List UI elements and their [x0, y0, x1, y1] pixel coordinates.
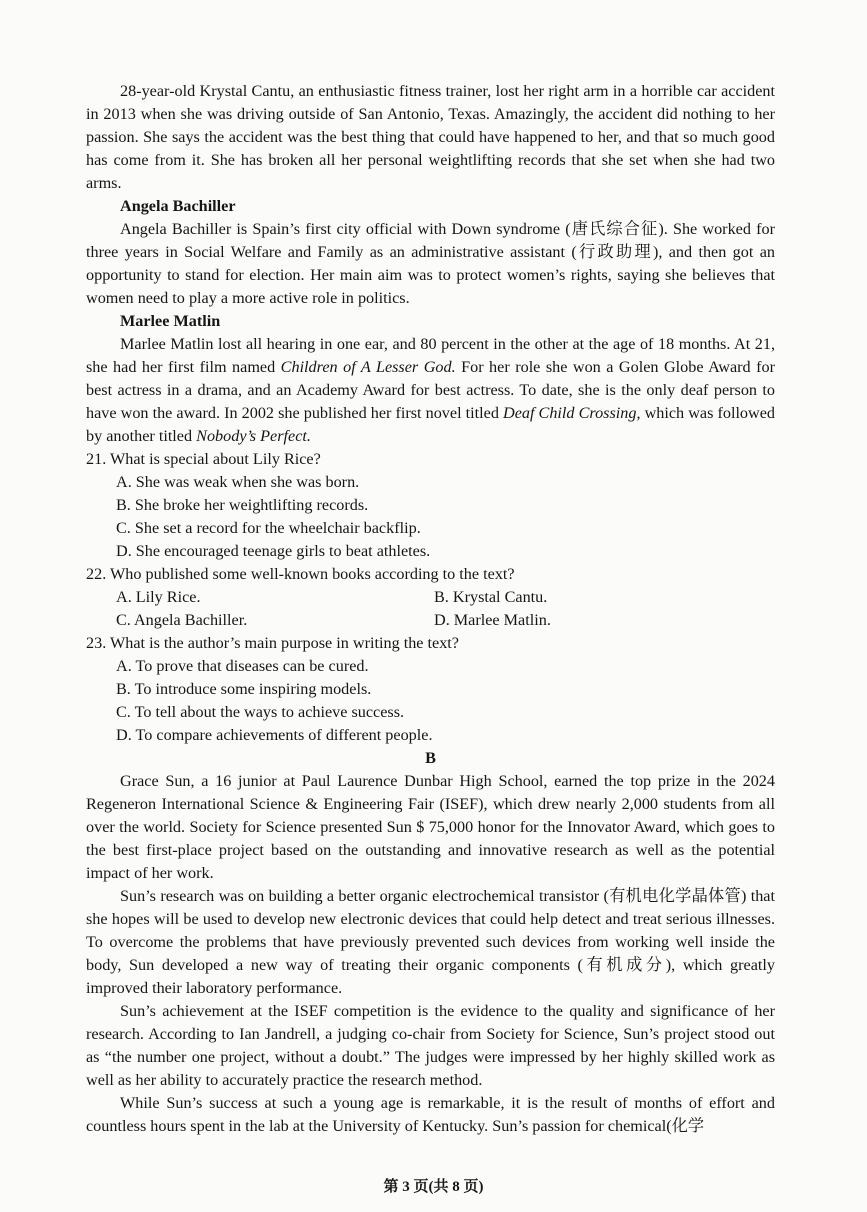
question-stem: 23. What is the author’s main purpose in writing the text? [86, 634, 459, 652]
novel-title-1: Deaf Child Crossing [503, 404, 637, 422]
option-a: A. She was weak when she was born. [116, 473, 360, 491]
paragraph-b4: While Sun’s success at such a young age is remarkable, it is the result of months of effort and countless hours spent in the lab at the University of Kentucky. Sun’s passion for chemical(化学 [86, 1094, 775, 1135]
heading-marlee: Marlee Matlin [120, 312, 221, 330]
option-b: B. Krystal Cantu. [434, 588, 548, 606]
marlee-text-2: For her role she won a Golen Globe Award for best actress in a drama, and an Academy Award for best actress. To date, she is the only deaf person to have won the award. In 2002 she published her first novel titled [86, 358, 775, 422]
paragraph-krystal: 28-year-old Krystal Cantu, an enthusiastic fitness trainer, lost her right arm in a horrible car accident in 2013 when she was driving outside of San Antonio, Texas. Amazingly, the accident did nothing to her passion. She says the accident was the best thing that could have happened to her, and that so much good has come from it. She has broken all her personal weightlifting records that she set when she had two arms. [86, 82, 775, 192]
question-stem: 22. Who published some well-known books according to the text? [86, 565, 515, 583]
page-number-footer: 第 3 页(共 8 页) [383, 1179, 484, 1195]
paragraph-b1: Grace Sun, a 16 junior at Paul Laurence Dunbar High School, earned the top prize in the 2024 Regeneron International Science & Engineering Fair (ISEF), which drew nearly 2,000 students from all over the world. Society for Science presented Sun $ 75,000 honor for the Innovator Award, which goes to the best first-place project based on the outstanding and innovative research as well as the potential impact of her work. [86, 772, 775, 882]
section-label-b: B [425, 749, 436, 767]
paragraph-b2: Sun’s research was on building a better organic electrochemical transistor (有机电化学晶体管) that she hopes will be used to develop new electronic devices that could help detect and treat serious illnesses. To overcome the problems that have previously prevented such devices from working well inside the body, Sun developed a new way of treating their organic components (有机成分), which greatly improved their laboratory performance. [86, 887, 775, 997]
marlee-text-1: Marlee Matlin lost all hearing in one ear, and 80 percent in the other at the age of 18 months. At 21, she had her first film named [86, 335, 775, 376]
paragraph-b3: Sun’s achievement at the ISEF competition is the evidence to the quality and significance of her research. According to Ian Jandrell, a judging co-chair from Society for Science, Sun’s project stood out as “the number one project, without a doubt.” The judges were impressed by her highly skilled work as well as her ability to accurately practice the research method. [86, 1002, 775, 1089]
option-b: B. To introduce some inspiring models. [116, 680, 372, 698]
option-c: C. She set a record for the wheelchair backflip. [116, 519, 421, 537]
option-b: B. She broke her weightlifting records. [116, 496, 369, 514]
marlee-text-3: , which was followed by another titled [86, 404, 775, 445]
question-23 [86, 632, 775, 747]
novel-title-2: Nobody’s Perfect. [196, 427, 311, 445]
option-d: D. To compare achievements of different people. [116, 726, 433, 744]
heading-angela: Angela Bachiller [120, 197, 236, 215]
paragraph-angela: Angela Bachiller is Spain’s first city official with Down syndrome (唐氏综合征). She worked for three years in Social Welfare and Family as an administrative assistant (行政助理), and then got an opportunity to stand for election. Her main aim was to protect women’s rights, saying she believes that women need to play a more active role in politics. [86, 220, 775, 307]
question-stem: 21. What is special about Lily Rice? [86, 450, 321, 468]
option-a: A. To prove that diseases can be cured. [116, 657, 369, 675]
option-c: C. To tell about the ways to achieve success. [116, 703, 405, 721]
paragraph-marlee [86, 333, 775, 448]
option-c: C. Angela Bachiller. [116, 611, 248, 629]
film-title: Children of A Lesser God. [280, 358, 456, 376]
question-22 [86, 563, 775, 632]
option-grid [86, 586, 775, 632]
option-a: A. Lily Rice. [116, 588, 201, 606]
option-d: D. Marlee Matlin. [434, 611, 551, 629]
question-21 [86, 448, 775, 563]
option-d: D. She encouraged teenage girls to beat athletes. [116, 542, 431, 560]
